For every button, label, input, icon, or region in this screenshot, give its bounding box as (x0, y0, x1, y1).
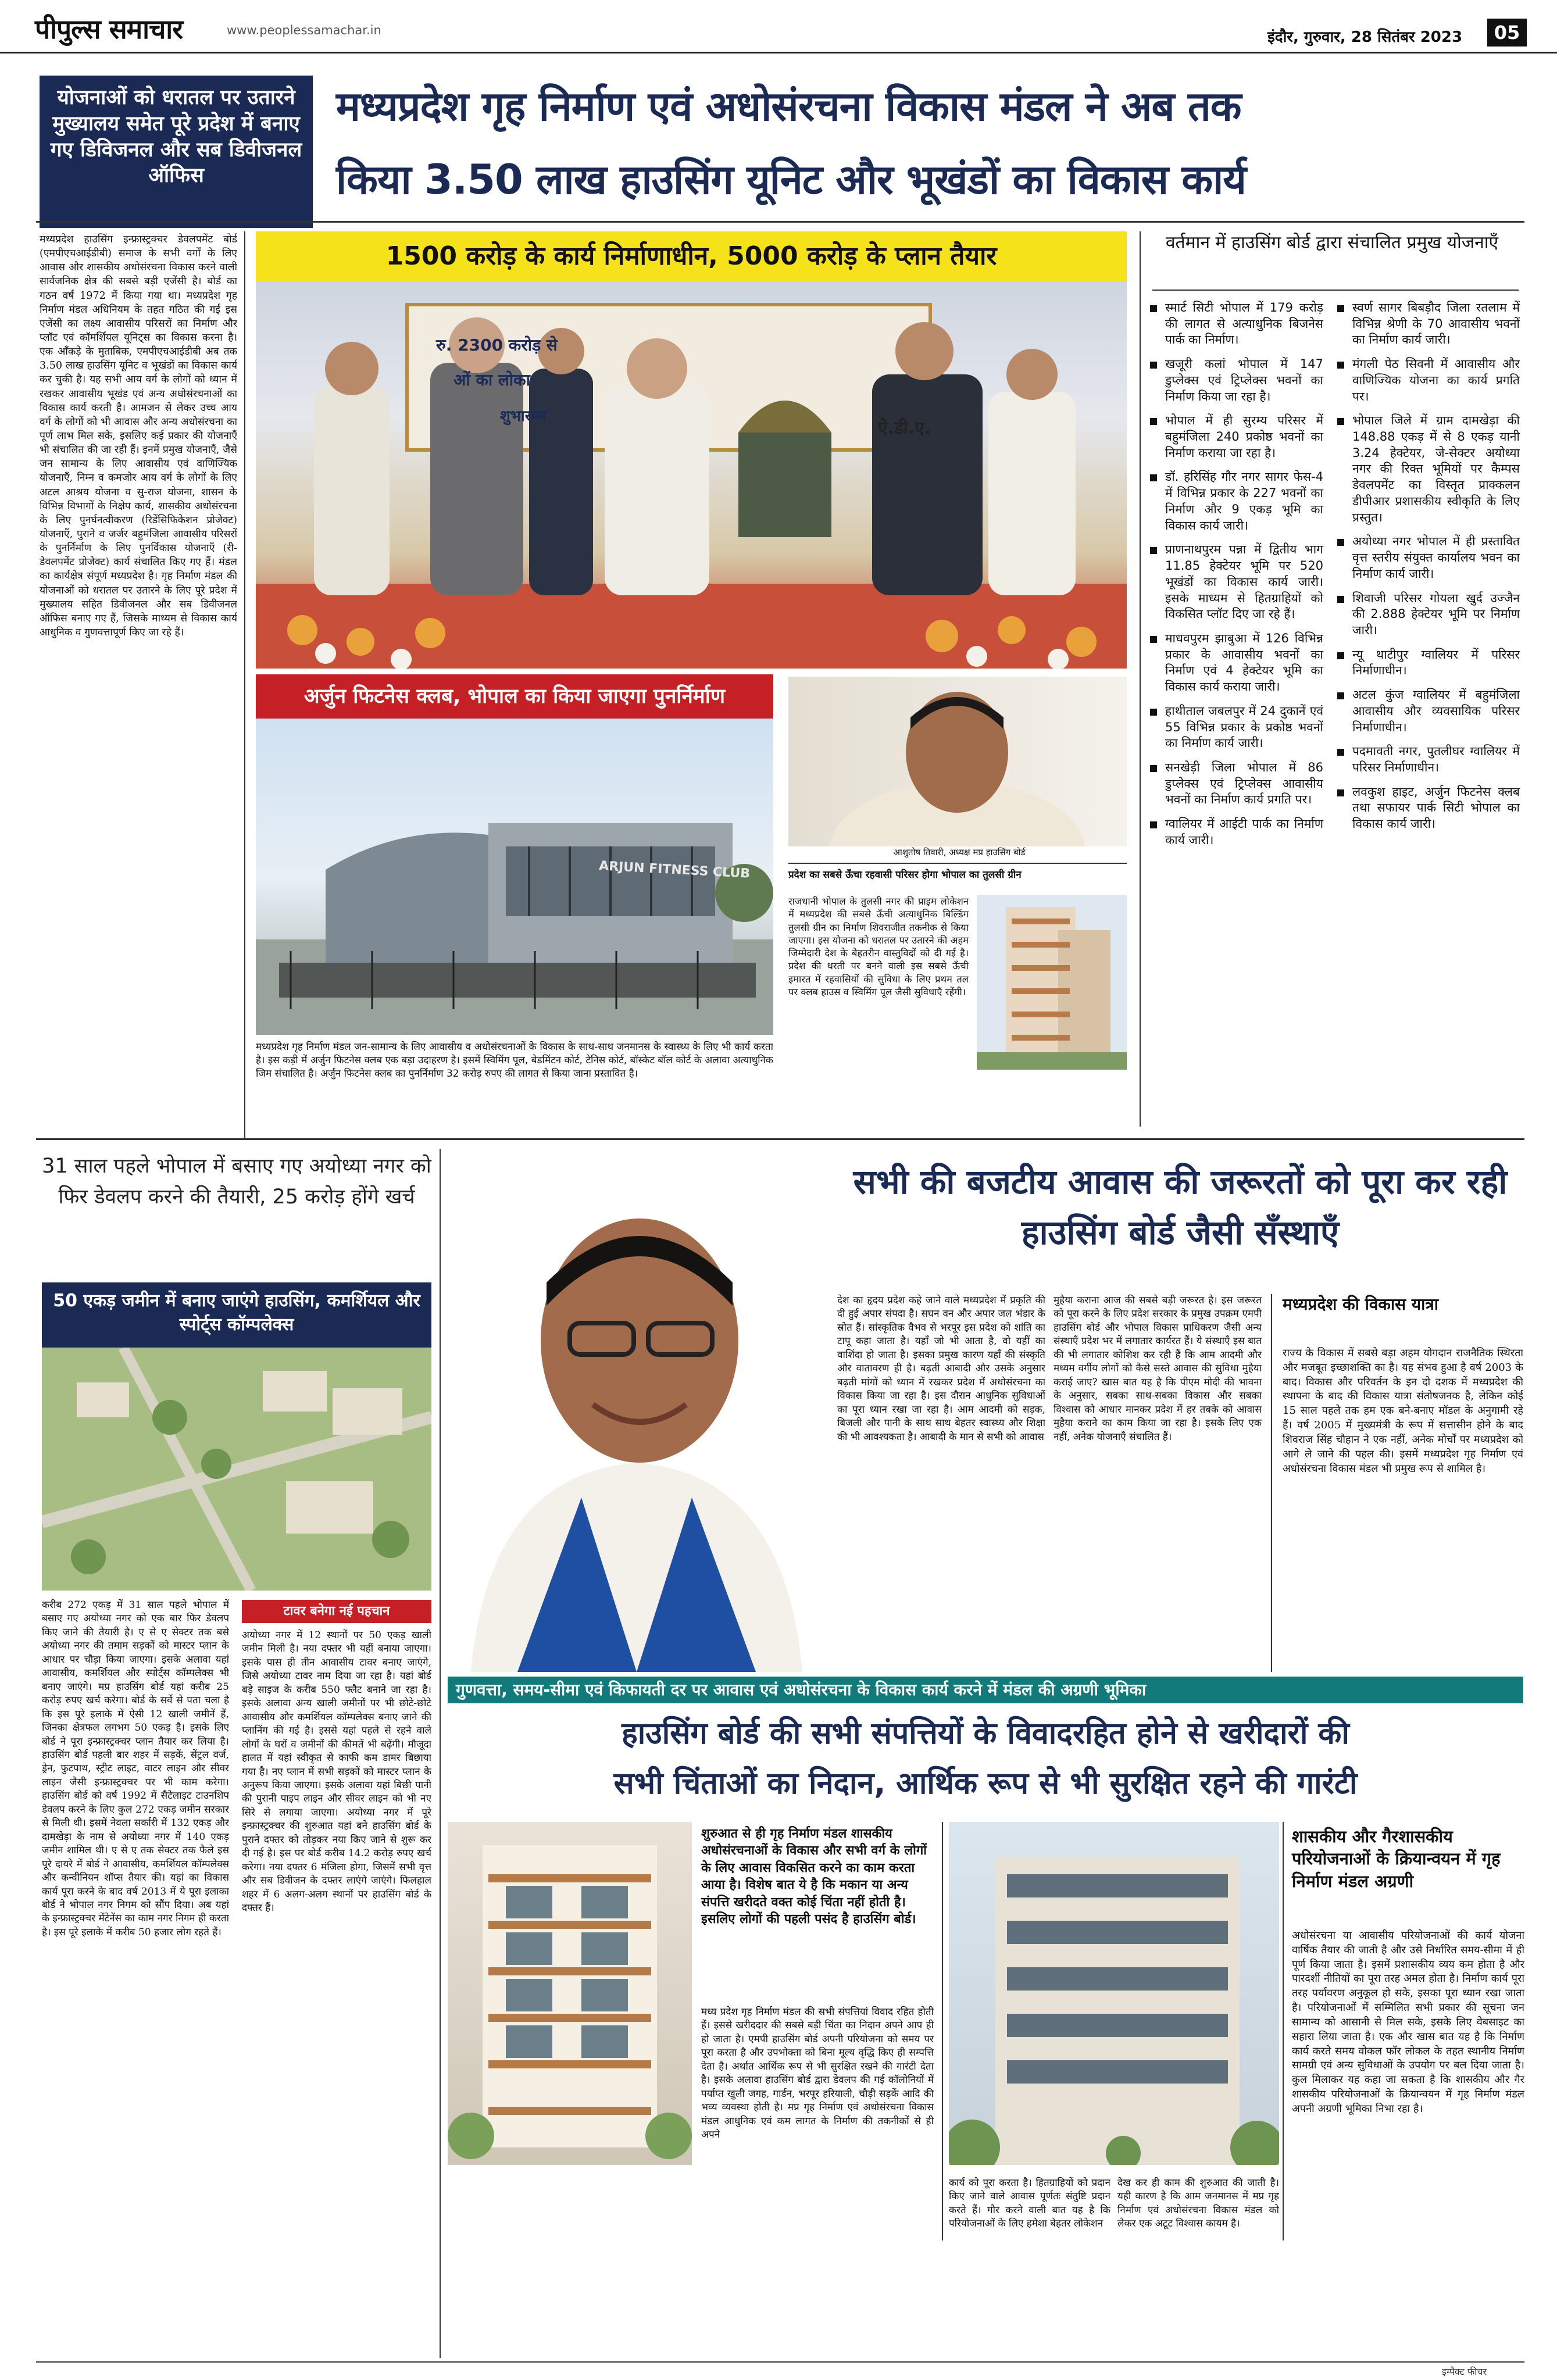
development-title: मध्यप्रदेश की विकास यात्रा (1283, 1295, 1439, 1314)
divider (788, 863, 1127, 864)
divider (36, 1138, 1524, 1140)
main-headline-line2: किया 3.50 लाख हाउसिंग यूनिट और भूखंडों का विकास कार्य (336, 156, 1246, 203)
divider (36, 2361, 1524, 2363)
tulsi-text: राजधानी भोपाल के तुलसी नगर की प्राइम लोकेशन में मध्यप्रदेश की सबसे ऊँची अत्याधुनिक बिल्डिंग तुलसी ग्रीन का निर्माण शिवराजीत तकनीक से किया जाएगा। इस योजना को धरातल पर उतारने की अहम जिम्मेदारी देश के बेहतरीन वास्तुविदों को दी गई है। प्रदेश की धरती पर बनने वाली इस सबसे ऊँची इमारत में रहवासियों की सुविधा के लिए प्रथम तल पर क्लब हाउस व स्विमिंग पूल जैसी सुविधाएँ रहेंगी। (788, 896, 969, 998)
portrait-caption: आशुतोष तिवारी, अध्यक्ष मप्र हाउसिंग बोर्ड (893, 847, 1026, 857)
tower-art (977, 895, 1127, 1070)
scheme-item: मंगली पेठ सिवनी में आवासीय और वाणिज्यिक योजना का कार्य प्रगति पर। (1336, 356, 1520, 405)
tulsi-tower-photo (977, 895, 1127, 1070)
divider (244, 231, 245, 1138)
scheme-item: ग्वालियर में आईटी पार्क का निर्माण कार्य जारी। (1149, 816, 1323, 848)
divider (1152, 290, 1519, 291)
scheme-item: स्वर्ण सागर बिबड़ौद जिला रतलाम में विभिन्न श्रेणी के 70 आवासीय भवनों का निर्माण कार्य जारी। (1336, 300, 1520, 348)
scheme-item: स्मार्ट सिटी भोपाल में 179 करोड़ की लागत से अत्याधुनिक बिजनेस पार्क का निर्माण। (1149, 300, 1323, 348)
main-headline-line1: मध्यप्रदेश गृह निर्माण एवं अधोसंरचना विकास मंडल ने अब तक (336, 83, 1241, 130)
schemes-title: वर्तमान में हाउसिंग बोर्ड द्वारा संचालित प्रमुख योजनाएँ (1165, 233, 1499, 253)
event-banner-text: ऐ.डी.ए. (878, 418, 931, 438)
side-box (40, 76, 313, 228)
govt-projects-text: अधोसंरचना या आवासीय परियोजनाओं की कार्य योजना वार्षिक तैयार की जाती है और उसे निर्धारित समय-सीमा में ही पूर्ण किया जाता है। इसमें प्रशासकीय व्यय कम होता है और पारदर्शी नीतियों का पूरा तरह अमल होता है। निर्माण कार्य पूरा तरह पर्यावरण अनुकूल हो सके, इसका पूरा ध्यान रखा जाता है। परियोजनाओं में सम्मिलित सभी प्रकार की सूचना जन सामान्य को आसानी से मिल सके, इसके लिए वेबसाइट का सहारा लिया जाता है। एक और खास बात यह है कि निर्माण कार्य करते समय वोकल फॉर लोकल के तहत स्थानीय निर्माण सामग्री एवं अन्य सुविधाओं के उपयोग पर बल दिया जाता है। कुल मिलाकर यह कहा जा सकता है कि शासकीय और गैर शासकीय परियोजनाओं के क्रियान्वयन में गृह निर्माण मंडल अपनी अग्रणी भूमिका निभा रहा है। (1292, 1929, 1524, 2115)
site-url[interactable]: www.peoplessamachar.in (227, 23, 381, 37)
budget-article-col1: देश का हृदय प्रदेश कहे जाने वाले मध्यप्रदेश में प्रकृति की दी हुई अपार संपदा है। सघन वन और अपार जल भंडार के स्रोत हैं। सांस्कृतिक वैभव से भरपूर इस प्रदेश को शांति का टापू कहा जाता है। यहाँ जो भी आता है, वो यहीं का वाशिंदा हो जाता है। इसका प्रमुख कारण यहाँ की संस्कृति और वातावरण ही है। बढ़ती आबादी और उसके अनुसार बढ़ती मांगों को ध्यान में रखकर प्रदेश में अधोसंरचना का विकास किया जा रहा है। इस दौरान आधुनिक सुविधाओं का पूरा ध्यान रखा जा रहा है। आम आदमी को सड़क, बिजली और पानी के साथ साथ बेहतर स्वास्थ्य और शिक्षा की भी आवश्यकता है। आबादी के मान से सभी को आवास (837, 1295, 1045, 1443)
page-number: 05 (1487, 19, 1527, 47)
scheme-item: पदमावती नगर, पुतलीघर ग्वालियर में परिसर निर्माणाधीन। (1336, 744, 1520, 776)
budget-headline: सभी की बजटीय आवास की जरूरतों को पूरा कर रही हाउसिंग बोर्ड जैसी सँस्थाएँ (853, 1162, 1508, 1252)
intro-article: मध्यप्रदेश हाउसिंग इन्फ्रास्ट्रक्चर डेवलपमेंट बोर्ड (एमपीएचआईडीबी) समाज के सभी वर्गों के लिए आवास और शासकीय अधोसंरचना विकास करने वाली सार्वजनिक क्षेत्र की सबसे बड़ी एजेंसी है। बोर्ड का गठन वर्ष 1972 में किया गया था। मध्यप्रदेश गृह निर्माण मंडल अधिनियम के तहत गठित की गई इस एजेंसी का लक्ष्य आवासीय परिसरों का निर्माण और प्लॉट एवं कॉमर्शियल यूनिट्स का विकास करना है। एक आँकड़े के मुताबिक, एमपीएचआईडीबी अब तक 3.50 लाख हाउसिंग यूनिट व भूखंडों का विकास कार्य कर चुकी है। यह सभी आय वर्ग के लोगों को ध्यान में रखकर आवासीय भूखंड एवं अन्य अधोसंरचनाओं का विकास कार्य करती है। आमजन से लेकर उच्च आय वर्ग के लोगों को भी आवास और अन्य अधोसंरचना का पूर्ण लाभ मिल सके, इसलिए कई प्रकार की योजनाएँ भी संचालित की जा रही हैं। इनमें प्रमुख योजनाएँ, जैसे जन सामान्य के लिए आवासीय एवं वाणिज्यिक योजनाएँ, निम्न व कमजोर आय वर्ग के लोगों के लिए अटल आश्रय योजना व सु-राज योजना, शासन के विभिन्न विभागों के निक्षेप कार्य, शासकीय अधोसंरचना के लिए पुनर्घनत्वीकरण (रिडेंसिफिकेशन प्रोजेक्ट) योजनाएँ, पुराने व जर्जर बहुमंजिला आवासीय परिसरों के पुनर्निर्माण के लिए पुनर्विकास योजनाएँ (री-डेवलपमेंट प्रोजेक्ट) कार्य संचालित किए गए हैं। मंडल का कार्यक्षेत्र संपूर्ण मध्यप्रदेश है। गृह निर्माण मंडल की योजनाओं को धरातल पर उतारने के लिए पूरे प्रदेश में मुख्यालय सहित डिवीजनल और सब डिवीजनल ऑफिस बनाए गए हैं, जिसके माध्यम से विकास कार्य आधुनिक व गुणवत्तापूर्ण किए जा रहे हैं। (40, 234, 237, 638)
event-banner-text: रु. 2300 करोड़ से (436, 335, 558, 355)
arjun-banner: अर्जुन फिटनेस क्लब, भोपाल का किया जाएगा पुनर्निर्माण (256, 674, 773, 719)
modern-building-art (949, 1822, 1279, 2165)
scheme-item: न्यू थाटीपुर ग्वालियर में परिसर निर्माणाधीन। (1336, 647, 1520, 679)
event-photo (256, 281, 1127, 669)
scheme-item: प्राणनाथपुरम पन्ना में द्वितीय भाग 11.85 हेक्टेयर भूमि पर 520 भूखंडों का विकास कार्य जारी। इसके माध्यम से हितग्राहियों को विकसित प्लॉट दिए जा रहे हैं। (1149, 542, 1323, 623)
tulsi-heading: प्रदेश का सबसे ऊँचा रहवासी परिसर होगा भोपाल का तुलसी ग्रीन (788, 869, 1022, 881)
bottom-article-col3: देख कर ही काम की शुरुआत की जाती है। यही कारण है कि आम जनमानस में मप्र गृह निर्माण एवं अधोसंरचना विकास मंडल को लेकर एक अटूट विश्वास कायम है। (1117, 2177, 1279, 2230)
event-photo-art (256, 281, 1127, 669)
scheme-item: खजूरी कलां भोपाल में 147 डुप्लेक्स एवं ट्रिप्लेक्स भवनों का निर्माण किया जा रहा है। (1149, 356, 1323, 405)
aerial-render-art (42, 1348, 431, 1591)
event-banner-text: ओं का लोका (453, 370, 530, 389)
ayodhya-headline: 31 साल पहले भोपाल में बसाए गए अयोध्या नगर को फिर डेवलप करने की तैयारी, 25 करोड़ होंगे खर्च (42, 1155, 431, 1209)
scheme-item: डॉ. हरिसिंह गौर नगर सागर फेस-4 में विभिन्न प्रकार के 227 भवनों का निर्माण और 9 एकड़ भूमि का विकास कार्य जारी। (1149, 469, 1323, 534)
budget-article-col2: मुहैया कराना आज की सबसे बड़ी जरूरत है। इस जरूरत को पूरा करने के लिए प्रदेश सरकार के प्रमुख उपक्रम एमपी हाउसिंग बोर्ड और भोपाल विकास प्राधिकरण जैसी अन्य संस्थाएँ प्रदेश भर में लगातार कार्यरत हैं। ये संस्थाएँ इस बात की भी लगातार कोशिश कर रही हैं कि आम आदमी और मध्यम वर्गीय लोगों को कैसे सस्ते आवास की सुविधा मुहैया कराई जाए? खास बात यह है कि पीएम मोदी की भावना के अनुसार, सबका साथ-सबका विकास और सबका विश्वास को आधार मानकर प्रदेश में हर तबके को आवास मुहैया कराने का काम किया जा रहा है। इसके लिए एक नहीं, अनेक योजनाएँ संचालित हैं। (1054, 1295, 1262, 1443)
ayodhya-banner: 50 एकड़ जमीन में बनाए जाएंगे हाउसिंग, कमर्शियल और स्पोर्ट्स कॉम्पलेक्स (42, 1282, 431, 1348)
bottom-article-col1: मध्य प्रदेश गृह निर्माण मंडल की सभी संपत्तियां विवाद रहित होती हैं। इससे खरीददार की सबसे बड़ी चिंता का निदान अपने आप ही हो जाता है। एमपी हाउसिंग बोर्ड अपनी परियोजना को समय पर पूरा करता है और उपभोक्ता को बिना मूल्य वृद्धि किए ही सम्पत्ति देता है। अर्थात आर्थिक रूप से भी सुरक्षित रखने की गारंटी देता है। इसके अलावा हाउसिंग बोर्ड द्वारा डेवलप की गई कॉलोनियों में पर्याप्त खुली जगह, गार्डन, भरपूर हरियाली, चौड़ी सड़कें आदि की भव्य व्यवस्था होती है। मप्र गृह निर्माण एवं अधोसंरचना विकास मंडल आधुनिक एवं कम लागत के निर्माण की तकनीकों से ही अपने (701, 2006, 934, 2141)
fitness-club-photo (256, 719, 773, 1035)
cm-portrait-art (448, 1149, 826, 1672)
tower-subheading: टावर बनेगा नई पहचान (242, 1600, 431, 1623)
chairman-portrait (788, 677, 1127, 846)
bottom-article-col2-b: कार्य को पूरा करता है। हितग्राहियों को प्रदान किए जाने वाले आवास पूर्णतः संतुष्टि प्रदान करते हैं। गौर करने वाली बात यह है कि परियोजनाओं के लिए हमेशा बेहतर लोकेशन (949, 2177, 1110, 2230)
scheme-item: अटल कुंज ग्वालियर में बहुमंजिला आवासीय और व्यवसायिक परिसर निर्माणाधीन। (1336, 687, 1520, 735)
divider (440, 1149, 441, 2358)
housing-render-photo (448, 1822, 692, 2165)
scheme-item: भोपाल में ही सुरम्य परिसर में बहुमंजिला 240 प्रकोष्ठ भवनों का निर्माण कराया जा रहा है। (1149, 413, 1323, 461)
newspaper-logo: पीपुल्स समाचार (35, 13, 183, 45)
yellow-banner: 1500 करोड़ के कार्य निर्माणाधीन, 5000 करोड़ के प्लान तैयार (256, 231, 1127, 281)
schemes-list-left (1149, 300, 1323, 857)
scheme-item: माधवपुरम झाबुआ में 126 विभिन्न प्रकार के आवासीय भवनों का निर्माण एवं 4 हेक्टेयर भूमि का विकास कार्य कराया जारी। (1149, 631, 1323, 695)
masthead (0, 0, 1557, 53)
modern-building-photo (949, 1822, 1279, 2165)
ayodhya-aerial-render (42, 1348, 431, 1591)
scheme-item: सनखेड़ी जिला भोपाल में 86 डुप्लेक्स एवं ट्रिप्लेक्स आवासीय भवनों का निर्माण कार्य प्रगति पर। (1149, 760, 1323, 808)
scheme-item: लवकुश हाइट, अर्जुन फिटनेस क्लब तथा सफायर पार्क सिटी भोपाल का विकास कार्य जारी। (1336, 784, 1520, 832)
housing-render-art (448, 1822, 692, 2165)
event-banner-text: शुभारम्भ (500, 408, 547, 425)
dateline: इंदौर, गुरुवार, 28 सितंबर 2023 (1267, 28, 1463, 46)
divider (1283, 1822, 1284, 2240)
schemes-box (1140, 231, 1523, 1127)
ayodhya-article-part2: अयोध्या नगर में 12 स्थानों पर 50 एकड़ खाली जमीन मिली है। नया दफ्तर भी यहीं बनाया जाएगा। इसके पास ही तीन आवासीय टावर बनाए जाएंगे, जिसे अयोध्या टावर नाम दिया जा रहा है। यहां बोर्ड बड़े साइज के करीब 550 फ्लैट बनाने जा रहा है। इसके अलावा अन्य खाली जमीनों पर भी छोटे-छोटे आवासीय और कमर्शियल कॉम्पलेक्स बनाए जाने की प्लानिंग की गई है। इससे यहां पहले से रहने वाले लोगों के घरों व जमीनों की कीमतें भी बढ़ेंगी। मौजूदा हालत में यहां स्वीकृत से काफी कम डामर बिछाया गया है। नए प्लान में सभी सड़कों को मास्टर प्लान के अनुरूप किया जाएगा। इसके अलावा यहां बिछी पानी की पुरानी पाइप लाइन और सीवर लाइन को भी नए सिरे से लगाया जाएगा। अयोध्या नगर में पूरे इन्फ्रास्ट्रक्चर की शुरुआत यहां बने हाउसिंग बोर्ड के पुराने दफ्तर को तोड़कर नया किए जाने से शुरू कर दी गई है। इस पर बोर्ड करीब 14.2 करोड़ रुपए खर्च करेगा। नया दफ्तर 6 मंजिला होगा, जिसमें सभी वृत्त और सब डिवीजन के दफ्तर लाएंगे जाएंगे। फिलहाल शहर में 6 अलग-अलग स्थानों पर हाउसिंग बोर्ड के दफ्तर हैं। (242, 1629, 431, 1914)
bottom-headline-line2: सभी चिंताओं का निदान, आर्थिक रूप से भी सुरक्षित रहने की गारंटी (613, 1766, 1358, 1801)
fitness-club-sign: ARJUN FITNESS CLUB (598, 859, 751, 881)
cm-portrait (448, 1149, 826, 1672)
development-text: राज्य के विकास में सबसे बड़ा अहम योगदान राजनैतिक स्थिरता और मजबूत इच्छाशक्ति का है। यह संभव हुआ है वर्ष 2003 के बाद। विकास और परिवर्तन के इन दो दशक में मध्यप्रदेश की स्थापना के बाद की विकास यात्रा संतोषजनक है, लेकिन कोई 15 साल पहले तक हम एक बने-बनाए मॉडल के अनुगामी रहे हैं। वर्ष 2005 में मुख्यमंत्री के रूप में सत्तासीन होने के बाद शिवराज सिंह चौहान ने एक नहीं, अनेक मोर्चों पर मध्यप्रदेश को आगे ले जाने की पहल की। इसमें मध्यप्रदेश गृह निर्माण एवं अधोसंरचना विकास मंडल भी प्रमुख रूप से शामिल है। (1283, 1347, 1523, 1475)
bottom-headline-line1: हाउसिंग बोर्ड की सभी संपत्तियों के विवादरहित होने से खरीदारों की (622, 1716, 1349, 1751)
govt-projects-title: शासकीय और गैरशासकीय परियोजनाओं के क्रियान्वयन में गृह निर्माण मंडल अग्रणी (1292, 1827, 1501, 1891)
fitness-club-caption: मध्यप्रदेश गृह निर्माण मंडल जन-सामान्य के लिए आवासीय व अधोसंरचनाओं के विकास के साथ-साथ जनमानस के स्वास्थ्य के लिए भी कार्य करता है। इस कड़ी में अर्जुन फिटनेस क्लब एक बड़ा उदाहरण है। इसमें स्विमिंग पूल, बेडमिंटन कोर्ट, टेनिस कोर्ट, बॉस्केट बॉल कोर्ट के अलावा अत्याधुनिक जिम संचालित है। अर्जुन फिटनेस क्लब का पुनर्निर्माण 32 करोड़ रुपए की लागत से किया जाना प्रस्तावित है। (256, 1041, 773, 1080)
scheme-item: हाथीताल जबलपुर में 24 दुकानें एवं 55 विभिन्न प्रकार के प्रकोष्ठ भवनों का निर्माण कार्य जारी। (1149, 703, 1323, 752)
footer-label: इम्पैक्ट फीचर (1442, 2366, 1487, 2377)
divider (942, 1822, 943, 2240)
scheme-item: शिवाजी परिसर गोयला खुर्द उज्जैन की 2.888 हेक्टेयर भूमि पर निर्माण जारी। (1336, 591, 1520, 639)
portrait-art (788, 677, 1127, 846)
side-box-title: योजनाओं को धरातल पर उतारने मुख्यालय समेत पूरे प्रदेश में बनाए गए डिविजनल और सब डिवीजनल ऑफिस (50, 86, 302, 188)
bottom-intro: शुरुआत से ही गृह निर्माण मंडल शासकीय अधोसंरचनाओं के विकास और सभी वर्ग के लोगों के लिए आवास विकसित करने का काम करता आया है। विशेष बात ये है कि मकान या अन्य संपत्ति खरीदते वक्त कोई चिंता नहीं होती है। इसलिए लोगों की पहली पसंद है हाउसिंग बोर्ड। (701, 1827, 927, 1927)
scheme-item: अयोध्या नगर भोपाल में ही प्रस्तावित वृत्त स्तरीय संयुक्त कार्यालय भवन का निर्माण कार्य जारी। (1336, 534, 1520, 582)
schemes-list-right (1336, 300, 1520, 841)
divider (1271, 1294, 1272, 1672)
teal-strip: गुणवत्ता, समय-सीमा एवं किफायती दर पर आवास एवं अधोसंरचना के विकास कार्य करने में मंडल की अग्रणी भूमिका (448, 1677, 1523, 1703)
scheme-item: भोपाल जिले में ग्राम दामखेड़ा की 148.88 एकड़ में से 8 एकड़ यानी 3.24 हेक्टेयर, जे-सेक्टर अयोध्या नगर की रिक्त भूमियों पर कैम्पस डेवलपमेंट का विस्तृत प्राक्कलन डीपीआर प्रशासकीय स्वीकृति के लिए प्रस्तुत। (1336, 413, 1520, 526)
ayodhya-article-part1: करीब 272 एकड़ में 31 साल पहले भोपाल में बसाए गए अयोध्या नगर को एक बार फिर डेवलप किए जाने की तैयारी है। ए से ए सेक्टर तक बसे अयोध्या नगर की तमाम सड़कों को मास्टर प्लान के आधार पर चौड़ा किया जाएगा। इसके अलावा यहां आवासीय, कमर्शियल और स्पोर्ट्स कॉम्पलेक्स भी बनाए जाएंगे। मप्र हाउसिंग बोर्ड यहां करीब 25 करोड़ रुपए खर्च करेगा। बोर्ड के सर्वे से पता चला है कि इस पूरे इलाके में ऐसी 12 खाली जमीनें हैं, जिनका क्षेत्रफल लगभग 50 एकड़ है। इसके लिए बोर्ड ने पूरा इन्फ्रास्ट्रक्चर प्लान तैयार कर लिया है। हाउसिंग बोर्ड पहली बार शहर में सड़कें, सेंट्रल वर्ज, ड्रेन, फुटपाथ, स्ट्रीट लाइट, वाटर लाइन और सीवर लाइन जैसी इन्फ्रास्ट्रक्चर पर भी काम करेगा। हाउसिंग बोर्ड को वर्ष 1992 में सैटेलाइट टाउनशिप डेवलप करने के लिए कुल 272 एकड़ जमीन सरकार से मिली थी। इसमें नेवला सर्कारी में 132 एकड़ और दामखेड़ा के नाम से अयोध्या नगर में 140 एकड़ जमीन शामिल थी। ए से ए तक सेक्टर तक फैले इस पूरे दायरे में बोर्ड ने आवासीय, कमर्शियल कॉम्पलेक्स और कन्वीनियन शॉप्स तैयार की। यहां का विकास कार्य पूरा करने के बाद वर्ष 2013 में ये पूरा इलाका बोर्ड ने भोपाल नगर निगम को सौंप दिया। अब यहां के इन्फ्रास्ट्रक्चर मेंटेनेंस का काम नगर निगम ही करता है। इस पूरे इलाके में करीब 50 हजार लोग रहते हैं। (42, 1599, 229, 1938)
divider (36, 221, 1524, 223)
